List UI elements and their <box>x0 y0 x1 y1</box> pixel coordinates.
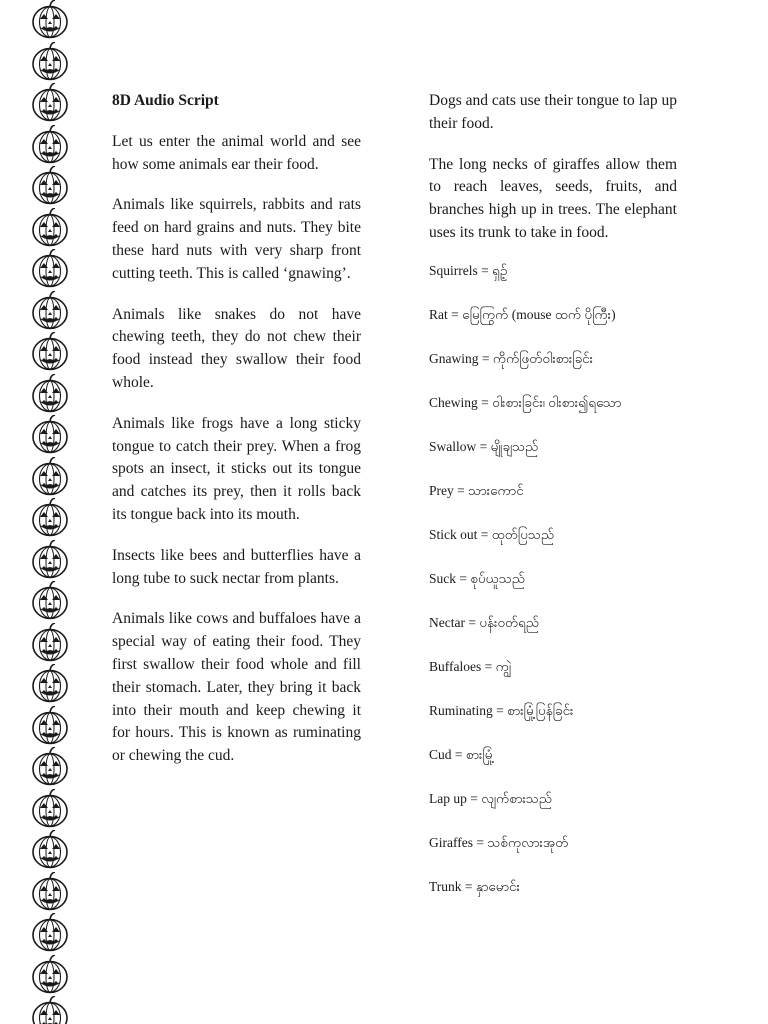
paragraph: Animals like frogs have a long sticky tongue to catch their prey. When a frog spots an insect, it sticks out its tongue and catches its prey, then it rolls back its tongue back into its mouth. <box>112 414 361 523</box>
vocabulary-item: Cud = စားမြုံ့ <box>429 746 495 762</box>
jack-o-lantern-icon <box>31 415 69 457</box>
jack-o-lantern-icon <box>31 457 69 499</box>
jack-o-lantern-icon <box>31 249 69 291</box>
vocabulary-item: Nectar = ပန်းဝတ်ရည် <box>429 614 539 630</box>
jack-o-lantern-icon <box>31 830 69 872</box>
jack-o-lantern-icon <box>31 498 69 540</box>
jack-o-lantern-icon <box>31 540 69 582</box>
paragraph: Let us enter the animal world and see how some animals ear their food. <box>112 132 361 173</box>
vocabulary-item: Chewing = ဝါးစားခြင်း၊ ဝါးစား၍ရသော <box>429 394 622 410</box>
paragraph: Animals like squirrels, rabbits and rats feed on hard grains and nuts. They bite these hard nuts with very sharp front cutting teeth. This is called ‘gnawing’. <box>112 196 361 282</box>
jack-o-lantern-icon <box>31 706 69 748</box>
paragraph: The long necks of giraffes allow them to reach leaves, seeds, fruits, and branches high up in trees. The elephant uses its trunk to take in food. <box>429 155 677 241</box>
vocabulary-item: Stick out = ထုတ်ပြသည် <box>429 526 555 542</box>
paragraph: Animals like cows and buffaloes have a special way of eating their food. They first swallow their food whole and fill their stomach. Later, they bring it back into their mouth and keep chewing it for hours. This is known as ruminating or chewing the cud. <box>112 610 361 765</box>
right-column <box>429 90 677 923</box>
paragraph: Animals like snakes do not have chewing teeth, they do not chew their food instead they swallow their food whole. <box>112 305 361 391</box>
paragraph: Dogs and cats use their tongue to lap up their food. <box>429 92 677 132</box>
vocabulary-list <box>429 263 677 923</box>
vocabulary-item: Ruminating = စားမြုံ့ပြန်ခြင်း <box>429 702 574 718</box>
vocabulary-item: Buffaloes = ကျွဲ <box>429 658 511 674</box>
jack-o-lantern-icon <box>31 996 69 1024</box>
vocabulary-item: Giraffes = သစ်ကုလားအုတ် <box>429 834 569 850</box>
jack-o-lantern-icon <box>31 0 69 42</box>
left-column <box>112 90 361 786</box>
jack-o-lantern-icon <box>31 83 69 125</box>
jack-o-lantern-icon <box>31 623 69 665</box>
vocabulary-item: Rat = မြေကြွက် (mouse ထက် ပိုကြီး) <box>429 306 616 322</box>
jack-o-lantern-icon <box>31 913 69 955</box>
paragraph: Insects like bees and butterflies have a long tube to suck nectar from plants. <box>112 546 361 587</box>
jack-o-lantern-icon <box>31 581 69 623</box>
jack-o-lantern-icon <box>31 125 69 167</box>
vocabulary-item: Trunk = နှာမောင်း <box>429 878 520 894</box>
vocabulary-item: Suck = စုပ်ယူသည် <box>429 570 525 586</box>
jack-o-lantern-icon <box>31 747 69 789</box>
vocabulary-item: Prey = သားကောင် <box>429 482 524 498</box>
pumpkin-border <box>30 0 70 1024</box>
jack-o-lantern-icon <box>31 872 69 914</box>
jack-o-lantern-icon <box>31 789 69 831</box>
page-title: 8D Audio Script <box>112 92 219 109</box>
vocabulary-item: Squirrels = ရှဉ့် <box>429 262 508 278</box>
jack-o-lantern-icon <box>31 42 69 84</box>
vocabulary-item: Gnawing = ကိုက်ဖြတ်ဝါးစားခြင်း <box>429 350 594 366</box>
jack-o-lantern-icon <box>31 208 69 250</box>
jack-o-lantern-icon <box>31 955 69 997</box>
jack-o-lantern-icon <box>31 664 69 706</box>
jack-o-lantern-icon <box>31 374 69 416</box>
vocabulary-item: Swallow = မျိုချသည် <box>429 438 539 454</box>
vocabulary-item: Lap up = လျက်စားသည် <box>429 790 552 806</box>
jack-o-lantern-icon <box>31 291 69 333</box>
jack-o-lantern-icon <box>31 332 69 374</box>
jack-o-lantern-icon <box>31 166 69 208</box>
